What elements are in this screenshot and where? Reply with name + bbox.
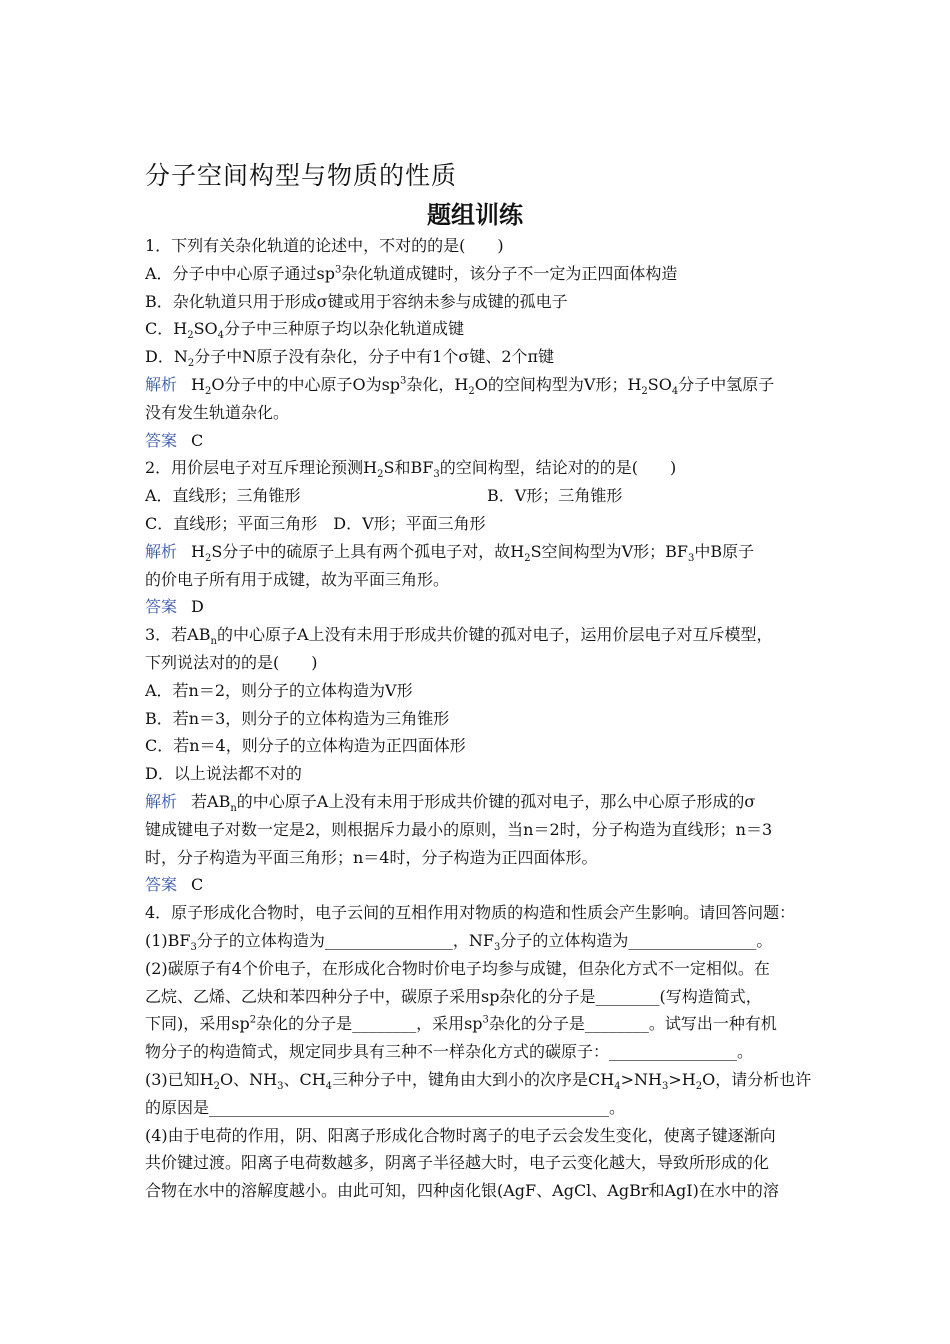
page-title: 分子空间构型与物质的性质 xyxy=(145,161,458,190)
q3-option-a: A．若n＝2，则分子的立体构造为V形 xyxy=(145,680,413,700)
q3-option-b: B．若n＝3，则分子的立体构造为三角锥形 xyxy=(145,708,450,728)
q3-option-d: D．以上说法都不对的 xyxy=(145,764,302,784)
answer-label: 答案 xyxy=(145,430,178,450)
q1-stem: 1．下列有关杂化轨道的论述中，不对的的是( ) xyxy=(145,236,504,255)
analysis-label: 解析 xyxy=(145,541,178,561)
q4-part2: (2)碳原子有4个价电子，在形成化合物时价电子均参与成键，但杂化方式不一定相似。在 xyxy=(145,958,770,978)
q3-analysis: 解析 若$AB_n$的中心原子A上没有未用于形成共价键的孤对电子，那么中心原子形成的σ xyxy=(145,791,756,815)
analysis-label: 解析 xyxy=(145,791,178,811)
q4-stem: 4．原子形成化合物时，电子云间的互相作用对物质的构造和性质会产生影响。请回答问题： xyxy=(145,903,796,923)
q4-part2-cont2: 下同)，采用$sp^2$杂化的分子是________，采用$sp^3$杂化的分子是________。试写出一种有机 xyxy=(145,1014,777,1034)
q1-option-b: B．杂化轨道只用于形成σ键或用于容纳未参与成键的孤电子 xyxy=(145,291,568,311)
q4-part2-cont: 乙烷、乙烯、乙炔和苯四种分子中，碳原子采用sp杂化的分子是________(写构造简式， xyxy=(145,986,762,1006)
q4-part1: $(1)BF_3$分子的立体构造为________________，$NF_3$分子的立体构造为________________。 xyxy=(145,930,773,954)
q4-part2-cont3: 物分子的构造简式，规定同步具有三种不一样杂化方式的碳原子：________________。 xyxy=(145,1042,754,1062)
question-content xyxy=(145,232,813,1205)
q1-option-c: C．$H_2SO_4$分子中三种原子均以杂化轨道成键 xyxy=(145,319,465,342)
q3-answer: 答案 C xyxy=(145,875,204,895)
q2-option-b: B．V形；三角锥形 xyxy=(487,486,623,506)
analysis-label: 解析 xyxy=(145,374,178,394)
q2-analysis: 解析 $H_2S$分子中的硫原子上具有两个孤电子对，故$H_2S$空间构型为V形；$BF_3$中B原子 xyxy=(145,541,755,564)
q4-part4-cont: 共价键过渡。阳离子电荷数越多，阴离子半径越大时，电子云变化越大，导致所形成的化 xyxy=(145,1153,770,1173)
q4-part3: (3)已知$H_2O$、$NH_3$、$CH_4$三种分子中，键角由大到小的次序是$CH_4>NH_3>H_2O$，请分析也许 xyxy=(145,1069,812,1093)
section-title: 题组训练 xyxy=(427,201,523,229)
q1-option-a: A．分子中中心原子通过$sp^3$杂化轨道成键时，该分子不一定为正四面体构造 xyxy=(145,263,678,283)
q3-analysis-cont2: 时，分子构造为平面三角形；n＝4时，分子构造为正四面体形。 xyxy=(145,847,598,867)
q2-options-ab xyxy=(145,482,813,510)
q2-stem: 2．用价层电子对互斥理论预测$H_2S$和$BF_3$的空间构型，结论对的的是( ) xyxy=(145,458,677,481)
q1-option-d: D．$N_2$分子中N原子没有杂化，分子中有1个σ键、2个π键 xyxy=(145,347,555,370)
q2-options-cd: C．直线形；平面三角形 D．V形；平面三角形 xyxy=(145,513,486,533)
q1-analysis-cont: 没有发生轨道杂化。 xyxy=(145,402,290,422)
q3-option-c: C．若n＝4，则分子的立体构造为正四面体形 xyxy=(145,736,466,756)
q1-analysis: 解析 $H_2O$分子中的中心原子O为$sp^3$杂化，$H_2O$的空间构型为V形；$H_2SO_4$分子中氢原子 xyxy=(145,374,775,398)
q4-part4: (4)由于电荷的作用，阴、阳离子形成化合物时离子的电子云会发生变化，使离子键逐渐向 xyxy=(145,1125,776,1145)
answer-label: 答案 xyxy=(145,597,178,617)
q3-stem-cont: 下列说法对的的是( ) xyxy=(145,652,318,672)
q4-part4-cont2: 合物在水中的溶解度越小。由此可知，四种卤化银(AgF、AgCl、AgBr和AgI)在水中的溶 xyxy=(145,1181,779,1201)
q4-part3-cont: 的原因是__________________________________________________。 xyxy=(145,1097,626,1117)
answer-label: 答案 xyxy=(145,875,178,895)
q3-analysis-cont: 键成键电子对数一定是2，则根据斥力最小的原则，当n＝2时，分子构造为直线形；n＝3 xyxy=(145,819,773,839)
q3-stem: 3．若$AB_n$的中心原子A上没有未用于形成共价键的孤对电子，运用价层电子对互斥模型， xyxy=(145,625,773,648)
q2-option-a: A．直线形；三角锥形 xyxy=(145,486,301,506)
q2-analysis-cont: 的价电子所有用于成键，故为平面三角形。 xyxy=(145,569,450,589)
q2-answer: 答案 D xyxy=(145,597,204,617)
q1-answer: 答案 C xyxy=(145,430,204,450)
